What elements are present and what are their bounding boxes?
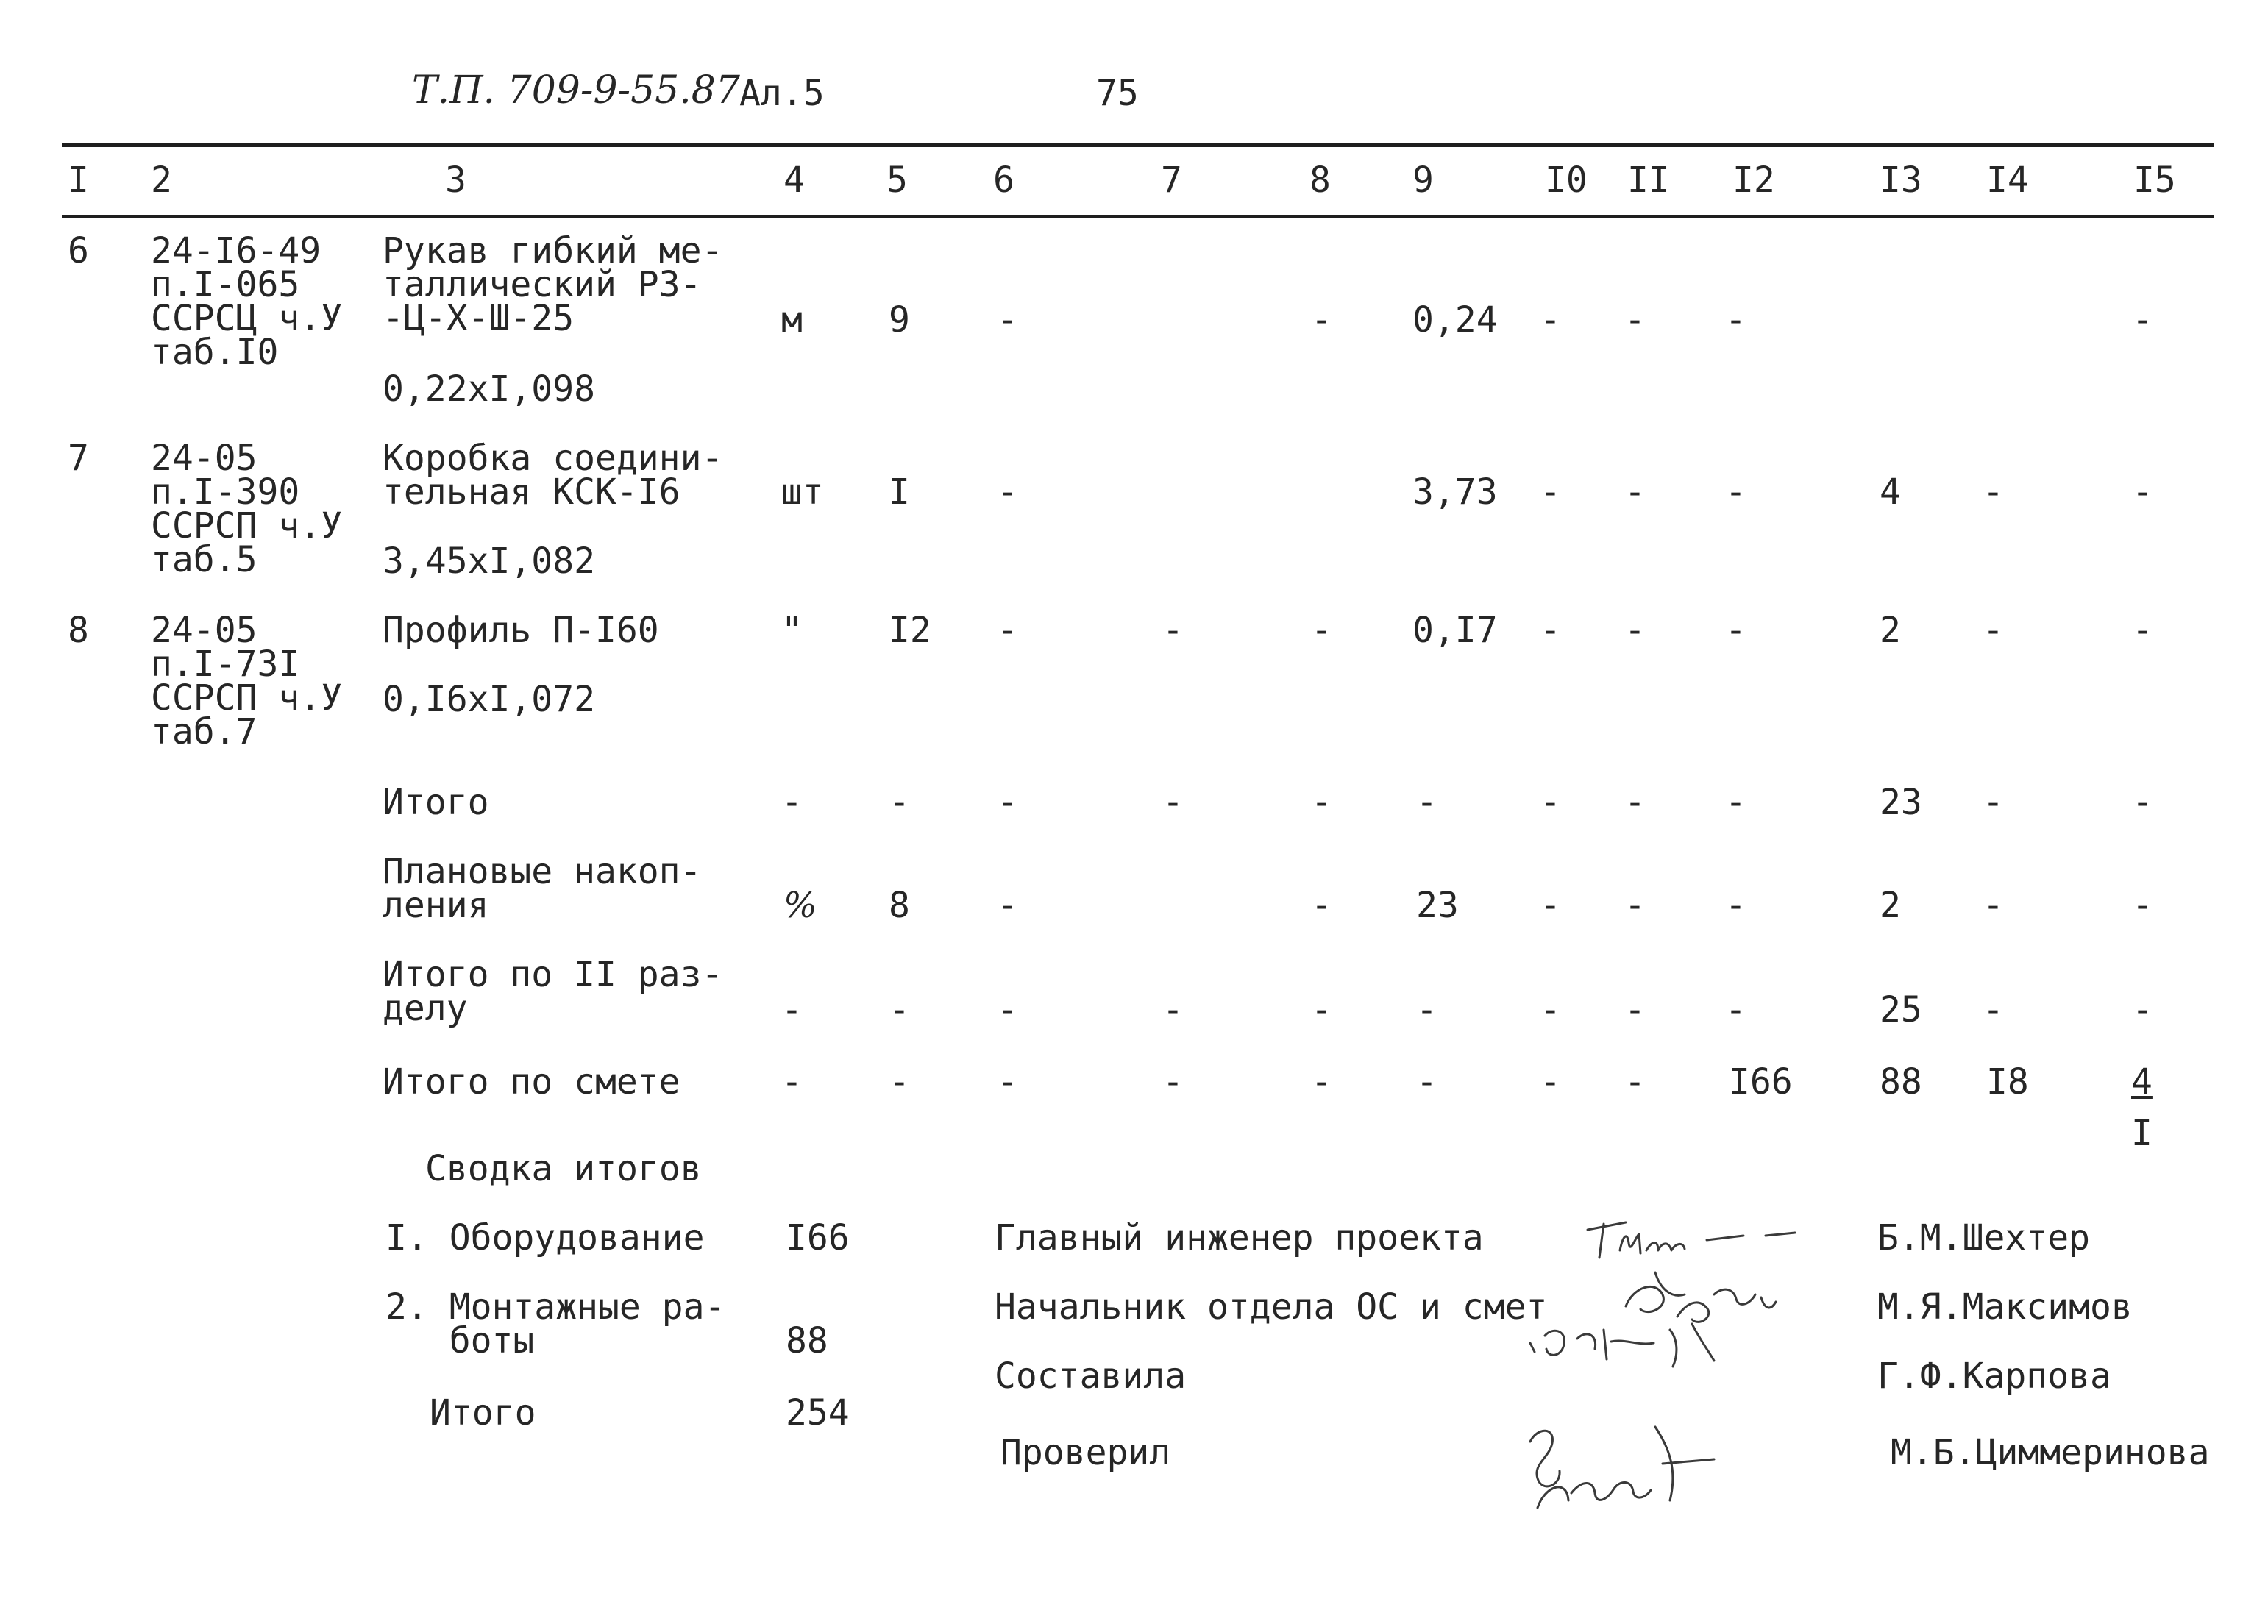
cell-c6: - xyxy=(997,782,1018,823)
page-number: 75 xyxy=(1096,73,1139,114)
cell-c12: - xyxy=(1725,471,1746,513)
col-header: I4 xyxy=(1986,160,2029,201)
doc-number: Т.П. 709-9-55.87 xyxy=(412,68,740,113)
row-name: Коробка соедини- тельная КСК-I6 xyxy=(383,438,723,513)
signature-role: Главный инженер проекта xyxy=(995,1217,1484,1258)
total-label: Итого xyxy=(383,782,489,823)
total-label: Итого по II раз- делу xyxy=(383,954,723,1029)
cell-c6: - xyxy=(997,610,1018,651)
signature-role: Составила xyxy=(995,1356,1187,1397)
cell-c5: 8 xyxy=(889,885,910,926)
cell-c10: - xyxy=(1540,885,1561,926)
cell-c11: - xyxy=(1624,989,1646,1030)
row-formula: 0,I6хI,072 xyxy=(383,679,595,720)
cell-c12: I66 xyxy=(1729,1061,1793,1103)
summary-item-value: 88 xyxy=(786,1320,828,1361)
cell-c7: - xyxy=(1162,1061,1184,1103)
total-label: Итого по смете xyxy=(383,1061,680,1103)
cell-c11: - xyxy=(1624,471,1646,513)
cell-c12: - xyxy=(1725,989,1746,1030)
signature-name: Г.Ф.Карпова xyxy=(1877,1356,2111,1397)
cell-c10: - xyxy=(1540,989,1561,1030)
row-code: 24-05 п.I-73I ССРСП ч.У таб.7 xyxy=(151,610,343,752)
row-unit: м xyxy=(781,299,803,341)
cell-c11: - xyxy=(1624,885,1646,926)
cell-c14: - xyxy=(1983,471,2004,513)
total-label: Плановые накоп- ления xyxy=(383,851,702,926)
cell-c13: 23 xyxy=(1880,782,1922,823)
cell-c9: 0,24 xyxy=(1412,299,1498,341)
cell-c11: - xyxy=(1624,610,1646,651)
cell-c14: I8 xyxy=(1986,1061,2029,1103)
col-header: 9 xyxy=(1412,160,1434,201)
row-number: 7 xyxy=(68,438,89,479)
table-header-rule xyxy=(62,215,2214,218)
col-header: I0 xyxy=(1545,160,1588,201)
summary-total-label: Итого xyxy=(430,1392,536,1434)
cell-c6: - xyxy=(997,471,1018,513)
signature-name: М.Б.Циммеринова xyxy=(1891,1432,2210,1473)
handwritten-signature xyxy=(1515,1309,1780,1383)
cell-c13: 25 xyxy=(1880,989,1922,1030)
cell-c5: - xyxy=(889,1061,910,1103)
row-name: Профиль П-I60 xyxy=(383,610,659,651)
cell-c9: - xyxy=(1416,782,1437,823)
sheet-label: Ал.5 xyxy=(739,73,825,114)
cell-c13: 88 xyxy=(1880,1061,1922,1103)
col-header: 6 xyxy=(993,160,1014,201)
cell-c15: - xyxy=(2132,299,2153,341)
cell-c4: - xyxy=(781,989,803,1030)
cell-c8: - xyxy=(1311,989,1332,1030)
cell-c13: 2 xyxy=(1880,610,1901,651)
row-qty: 9 xyxy=(889,299,910,341)
row-formula: 3,45хI,082 xyxy=(383,541,595,582)
cell-c4: - xyxy=(781,782,803,823)
cell-c12: - xyxy=(1725,885,1746,926)
cell-c9: - xyxy=(1416,1061,1437,1103)
cell-c6: - xyxy=(997,989,1018,1030)
cell-c6: - xyxy=(997,1061,1018,1103)
col-header: I2 xyxy=(1732,160,1775,201)
cell-c9: - xyxy=(1416,989,1437,1030)
cell-c14: - xyxy=(1983,782,2004,823)
cell-c10: - xyxy=(1540,299,1561,341)
cell-c7: - xyxy=(1162,989,1184,1030)
row-formula: 0,22хI,098 xyxy=(383,368,595,410)
col-header: 3 xyxy=(445,160,466,201)
col-header: II xyxy=(1627,160,1670,201)
table-top-rule xyxy=(62,143,2214,147)
cell-c10: - xyxy=(1540,471,1561,513)
cell-c12: - xyxy=(1725,782,1746,823)
handwritten-signature xyxy=(1523,1397,1743,1522)
cell-c13: 4 xyxy=(1880,471,1901,513)
summary-item-label: I. Оборудование xyxy=(385,1217,705,1258)
signature-name: М.Я.Максимов xyxy=(1877,1286,2133,1328)
cell-c6: - xyxy=(997,299,1018,341)
cell-c8: - xyxy=(1311,885,1332,926)
cell-c11: - xyxy=(1624,782,1646,823)
summary-total-value: 254 xyxy=(786,1392,850,1434)
cell-c15: - xyxy=(2132,782,2153,823)
cell-c15: - xyxy=(2132,989,2153,1030)
cell-c15-bottom: I xyxy=(2131,1113,2153,1154)
cell-c10: - xyxy=(1540,782,1561,823)
cell-c8: - xyxy=(1311,782,1332,823)
cell-c10: - xyxy=(1540,610,1561,651)
cell-c15: - xyxy=(2132,885,2153,926)
cell-c4: % xyxy=(783,885,817,926)
row-code: 24-I6-49 п.I-065 ССРСЦ ч.У таб.I0 xyxy=(151,230,343,373)
cell-c12: - xyxy=(1725,610,1746,651)
row-unit: шт xyxy=(781,471,824,513)
cell-c9: 3,73 xyxy=(1412,471,1498,513)
col-header: 4 xyxy=(783,160,805,201)
row-unit: " xyxy=(781,610,803,651)
summary-item-label: 2. Монтажные ра- боты xyxy=(385,1286,726,1361)
cell-c14: - xyxy=(1983,989,2004,1030)
cell-c9: 23 xyxy=(1416,885,1459,926)
cell-c11: - xyxy=(1624,1061,1646,1103)
signature-role: Начальник отдела ОС и смет xyxy=(995,1286,1548,1328)
cell-c6: - xyxy=(997,885,1018,926)
cell-c7: - xyxy=(1162,782,1184,823)
row-qty: I2 xyxy=(889,610,931,651)
col-header: I5 xyxy=(2133,160,2176,201)
signature-role: Проверил xyxy=(1000,1432,1171,1473)
cell-c12: - xyxy=(1725,299,1746,341)
row-code: 24-05 п.I-390 ССРСП ч.У таб.5 xyxy=(151,438,343,580)
row-number: 8 xyxy=(68,610,89,651)
cell-c5: - xyxy=(889,782,910,823)
cell-c8: - xyxy=(1311,1061,1332,1103)
col-header: 5 xyxy=(886,160,908,201)
cell-c5: - xyxy=(889,989,910,1030)
cell-c15-top: 4 xyxy=(2131,1061,2153,1103)
col-header: I xyxy=(68,160,89,201)
cell-c13: 2 xyxy=(1880,885,1901,926)
col-header: 8 xyxy=(1309,160,1331,201)
cell-c9: 0,I7 xyxy=(1412,610,1498,651)
cell-c15: - xyxy=(2132,610,2153,651)
cell-c11: - xyxy=(1624,299,1646,341)
handwritten-signature xyxy=(1582,1214,1832,1265)
signature-name: Б.М.Шехтер xyxy=(1877,1217,2090,1258)
cell-c14: - xyxy=(1983,885,2004,926)
cell-c14: - xyxy=(1983,610,2004,651)
col-header: 7 xyxy=(1161,160,1182,201)
cell-c4: - xyxy=(781,1061,803,1103)
col-header: 2 xyxy=(151,160,172,201)
cell-c7: - xyxy=(1162,610,1184,651)
row-qty: I xyxy=(889,471,910,513)
cell-c8: - xyxy=(1311,299,1332,341)
row-name: Рукав гибкий ме- таллический РЗ- -Ц-Х-Ш-25 xyxy=(383,230,723,339)
col-header: I3 xyxy=(1880,160,1922,201)
row-number: 6 xyxy=(68,230,89,271)
cell-c10: - xyxy=(1540,1061,1561,1103)
summary-title: Сводка итогов xyxy=(425,1148,702,1189)
summary-item-value: I66 xyxy=(786,1217,850,1258)
cell-c8: - xyxy=(1311,610,1332,651)
cell-c15: - xyxy=(2132,471,2153,513)
